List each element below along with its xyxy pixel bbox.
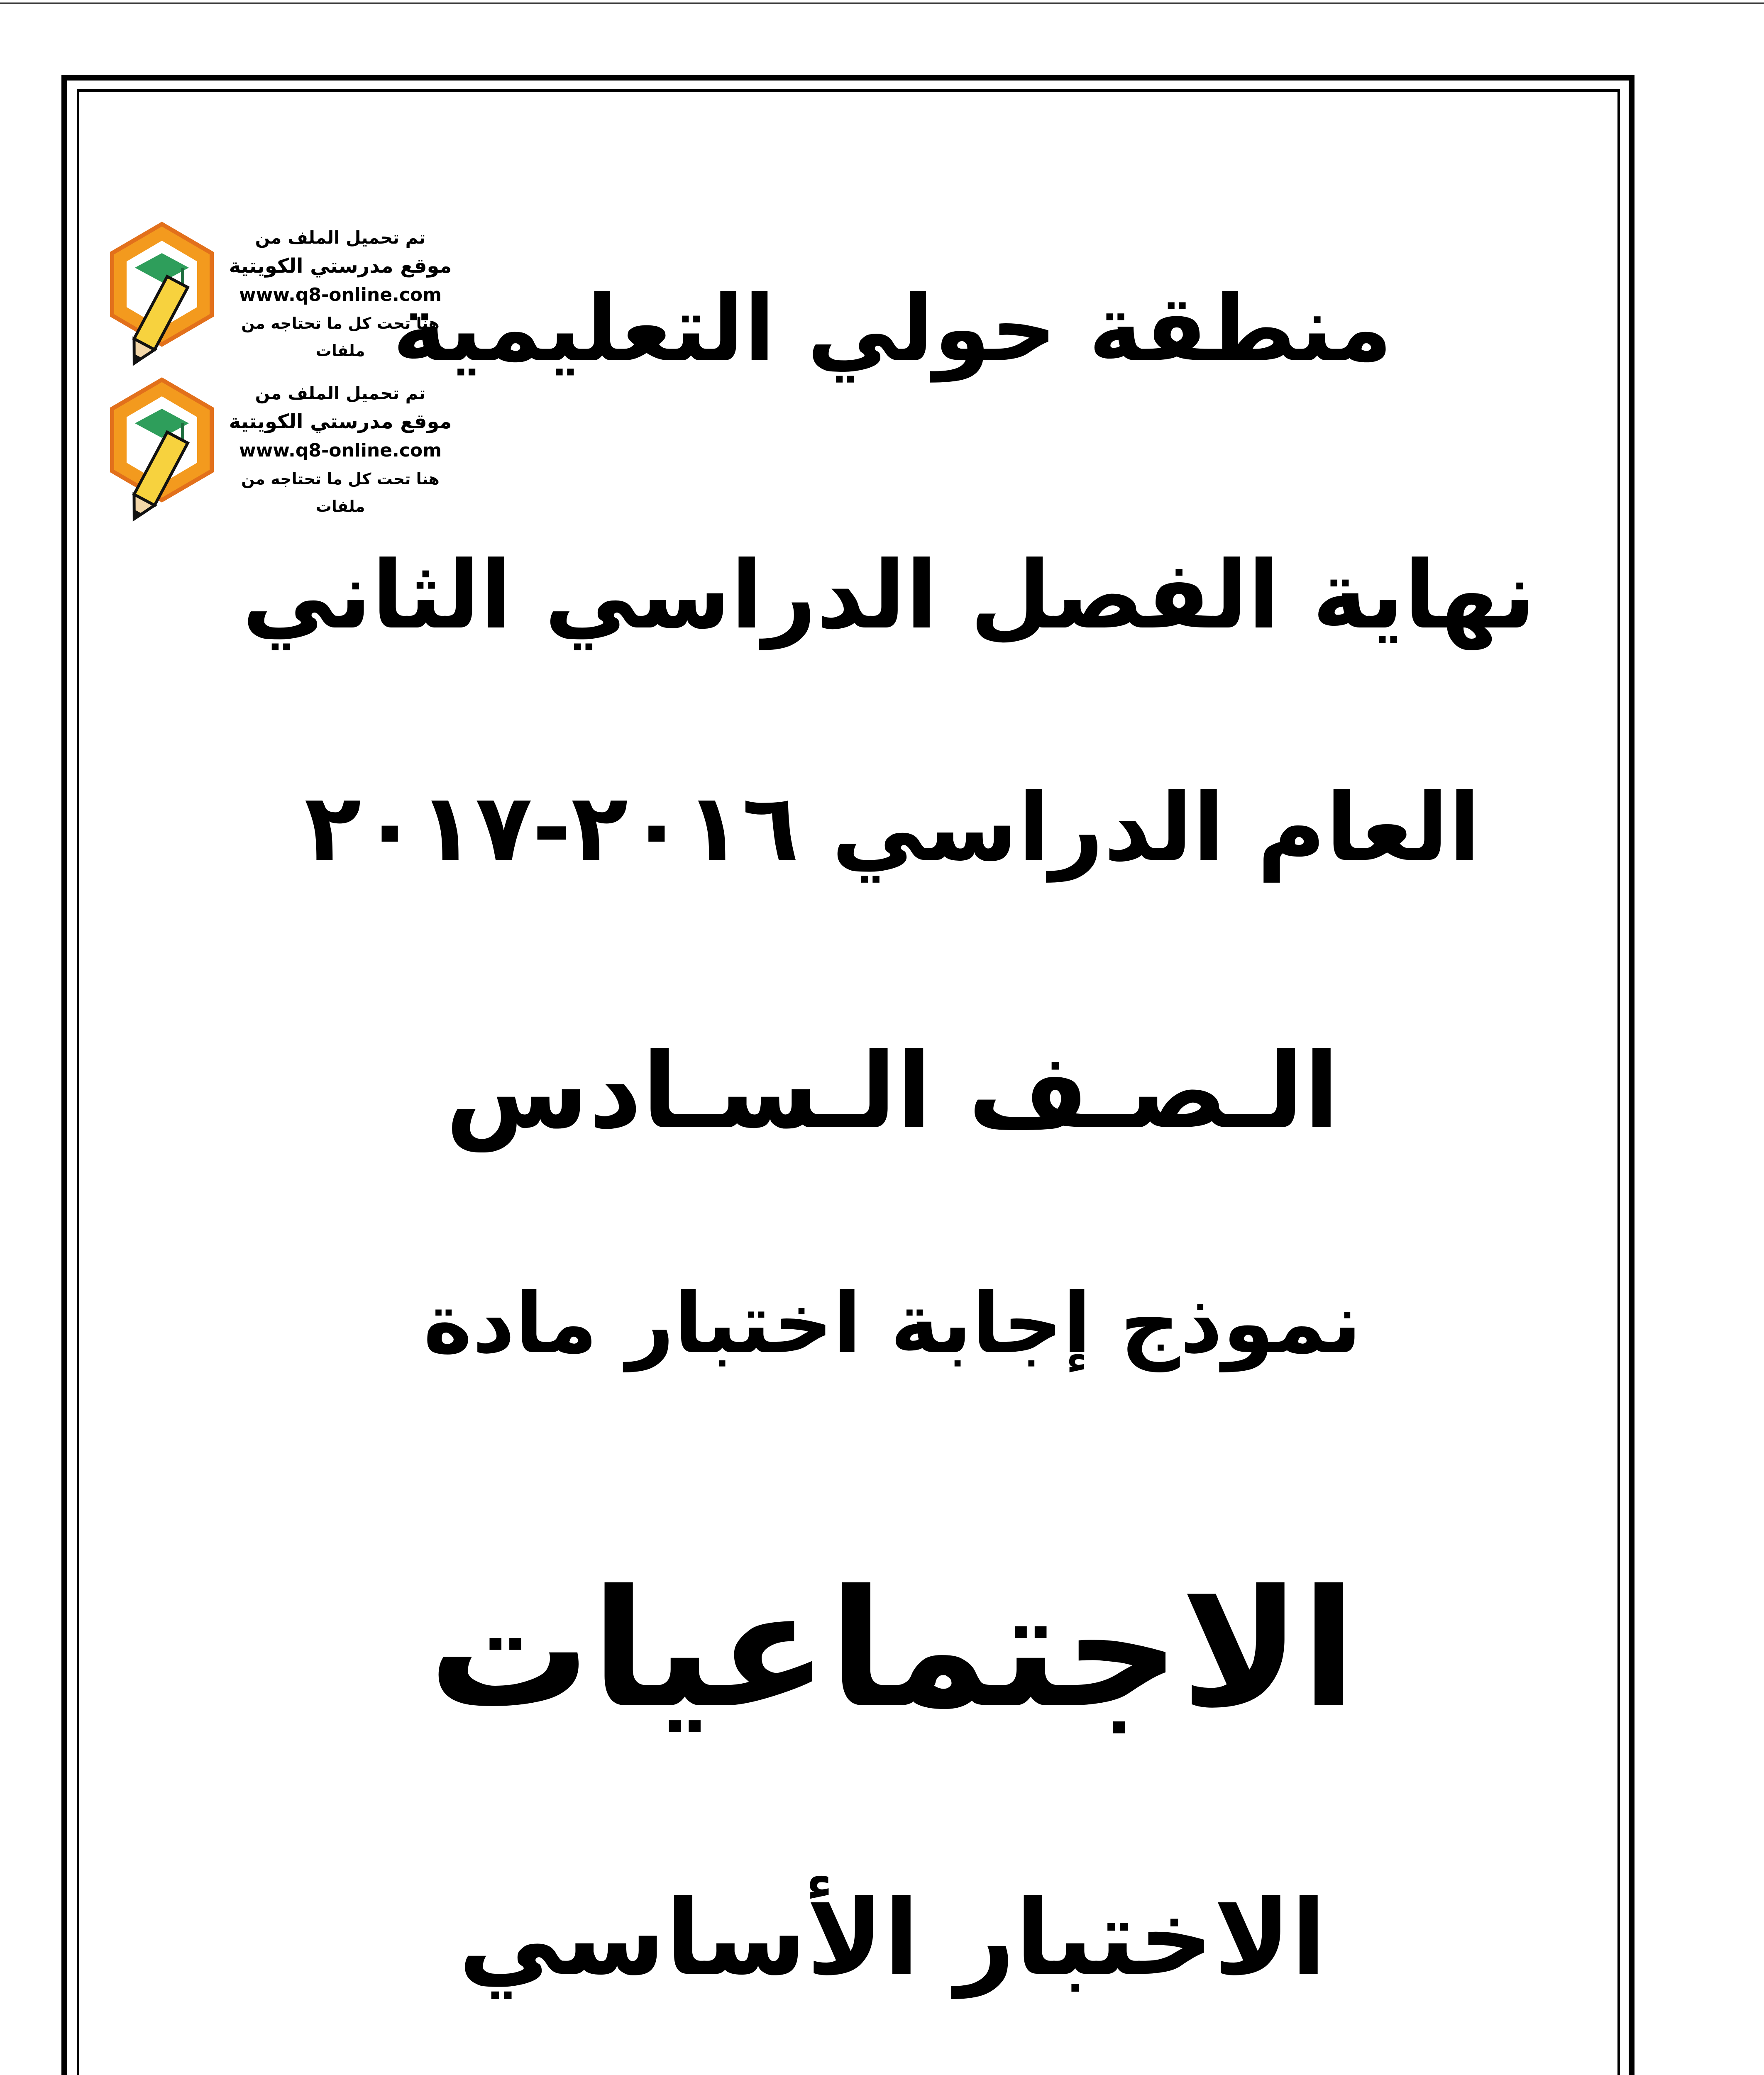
scan-edge-line	[0, 2, 1764, 4]
watermark-tagline: هنا تحت كل ما تحتاجه من ملفات	[241, 470, 440, 515]
subject-title: الاجتماعيات	[428, 1555, 1357, 1743]
watermark-tagline: هنا تحت كل ما تحتاجه من ملفات	[241, 314, 440, 360]
pencil-graduation-cap-icon	[100, 371, 224, 529]
district-heading: منطقة حولي التعليمية	[392, 276, 1393, 382]
site-watermark	[100, 371, 457, 529]
school-year-heading: العام الدراسي ٢٠١٦-٢٠١٧	[304, 774, 1481, 882]
watermark-line1: تم تحميل الملف من	[255, 227, 426, 248]
grade-heading: الـصـف الـسـادس	[445, 1031, 1339, 1152]
watermark-url: www.q8-online.com	[239, 440, 442, 461]
answer-key-heading: نموذج إجابة اختبار مادة	[423, 1275, 1362, 1372]
watermark-line2: موقع مدرستي الكويتية	[229, 410, 452, 433]
pencil-graduation-cap-icon	[100, 216, 224, 374]
watermark-line1: تم تحميل الملف من	[255, 383, 426, 403]
watermark-line2: موقع مدرستي الكويتية	[229, 254, 452, 278]
semester-heading: نهاية الفصل الدراسي الثاني	[242, 541, 1536, 650]
exam-type-heading: الاختبار الأساسي	[458, 1877, 1327, 1998]
watermark-url: www.q8-online.com	[239, 284, 442, 305]
